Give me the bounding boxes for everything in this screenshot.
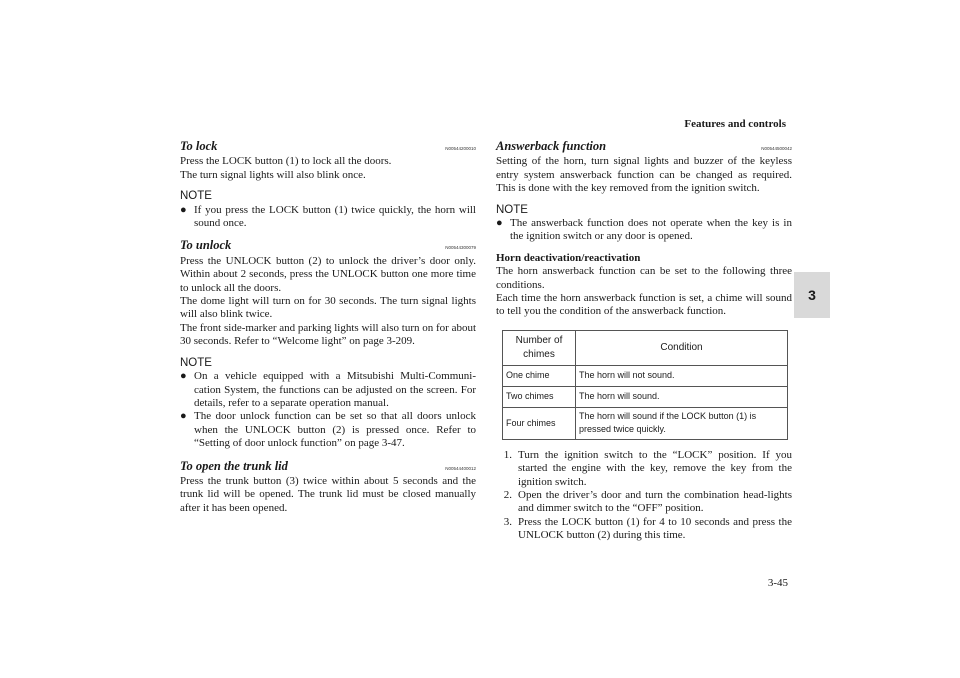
- to-lock-body-2: The turn signal lights will also blink once.: [180, 168, 366, 181]
- to-unlock-body-3: The front side-marker and parking lights will also turn on for about 30 seconds. Refer to “Welcome light” on page 3-209.: [180, 321, 477, 348]
- chapter-tab: 3: [794, 272, 830, 318]
- to-lock-title: To lock: [180, 139, 218, 153]
- answerback-code: N00544500042: [761, 146, 792, 151]
- to-unlock-body-1: Press the UNLOCK button (2) to unlock the driver’s door only. Within about 2 seconds, press the UNLOCK button one more time to unlock all the doors.: [180, 254, 476, 294]
- answerback-heading: [496, 140, 792, 155]
- step-text: Turn the ignition switch to the “LOCK” position. If you started the engine with the key, remove the key from the ignition switch.: [518, 448, 792, 488]
- trunk-code: N00544400012: [445, 465, 476, 471]
- to-unlock-body-2: The dome light will turn on for 30 seconds. The turn signal lights will also blink twice.: [180, 295, 476, 321]
- to-lock-code: N00544200010: [445, 146, 476, 151]
- table-cell: Four chimes: [503, 407, 576, 439]
- bullet-icon: ●: [180, 410, 187, 423]
- note-text: If you press the LOCK button (1) twice quickly, the horn will sound once.: [194, 203, 476, 230]
- table-cell: The horn will not sound.: [576, 365, 788, 386]
- to-unlock-title: To unlock: [180, 238, 232, 253]
- right-column: [496, 140, 792, 543]
- step-number: 3.: [503, 515, 512, 528]
- answerback-note-1: [496, 217, 792, 244]
- table-row: [503, 407, 788, 439]
- trunk-heading: [180, 460, 476, 475]
- list-item: [496, 489, 792, 516]
- page-number: 3-45: [767, 577, 788, 589]
- table-cell: Two chimes: [503, 386, 576, 407]
- bullet-icon: ●: [180, 203, 187, 216]
- table-header-row: [503, 330, 788, 365]
- horn-body-1: The horn answerback function can be set to the following three conditions.: [496, 265, 792, 291]
- horn-subtitle: Horn deactivation/reactivation: [496, 251, 641, 264]
- left-column: [180, 140, 476, 515]
- note-text: The answerback function does not operate when the key is in the ignition switch or any door is opened.: [510, 217, 792, 243]
- list-item: [496, 516, 792, 543]
- step-text: Press the LOCK button (1) for 4 to 10 seconds and press the UNLOCK button (2) during this time.: [518, 515, 792, 542]
- bullet-icon: ●: [496, 217, 503, 230]
- trunk-body-1: Press the trunk button (3) twice within about 5 seconds and the trunk lid will be opened. The trunk lid must be closed manually after it has been opened.: [180, 474, 476, 514]
- table-row: [503, 365, 788, 386]
- list-item: [496, 449, 792, 489]
- table-header-chimes: Number of chimes: [503, 330, 576, 365]
- table-header-condition: Condition: [576, 330, 788, 365]
- to-lock-body-1: Press the LOCK button (1) to lock all the doors.: [180, 155, 392, 168]
- to-unlock-code: N00544300079: [445, 245, 476, 251]
- header-title: Features and controls: [684, 118, 786, 130]
- steps-list: [496, 449, 792, 543]
- step-number: 1.: [503, 448, 512, 461]
- to-unlock-note-label: NOTE: [180, 356, 212, 369]
- to-lock-note-1: [180, 204, 476, 231]
- answerback-note-label: NOTE: [496, 203, 528, 216]
- to-lock-note-label: NOTE: [180, 190, 212, 203]
- answerback-title: Answerback function: [496, 139, 607, 153]
- note-text: The door unlock function can be set so that all doors unlock when the UNLOCK button (2) is pressed once. Refer to “Setting of door unlock function” on page 3-47.: [194, 410, 476, 450]
- chimes-table: [502, 330, 788, 440]
- horn-body-2: Each time the horn answerback function is set, a chime will sound to tell you the condition of the answerback function.: [496, 292, 792, 318]
- table-cell: One chime: [503, 365, 576, 386]
- bullet-icon: ●: [180, 370, 187, 383]
- table-cell: The horn will sound if the LOCK button (1) is pressed twice quickly.: [576, 407, 788, 439]
- answerback-body-1: Setting of the horn, turn signal lights and buzzer of the keyless entry system answerback function can be changed as required. This is done with the key removed from the ignition switch.: [496, 155, 792, 195]
- table-row: [503, 386, 788, 407]
- step-number: 2.: [503, 488, 512, 501]
- to-lock-heading: [180, 140, 476, 155]
- to-unlock-heading: [180, 239, 476, 254]
- trunk-title: To open the trunk lid: [180, 458, 288, 473]
- table-cell: The horn will sound.: [576, 386, 788, 407]
- to-unlock-note-1: [180, 370, 476, 410]
- to-unlock-note-2: [180, 410, 476, 450]
- note-text: On a vehicle equipped with a Mitsubishi Multi-Communi-cation System, the functions can be adjusted on the screen. For details, refer to a separate operation manual.: [194, 370, 476, 409]
- step-text: Open the driver’s door and turn the combination head-lights and dimmer switch to the “OFF” position.: [518, 488, 792, 515]
